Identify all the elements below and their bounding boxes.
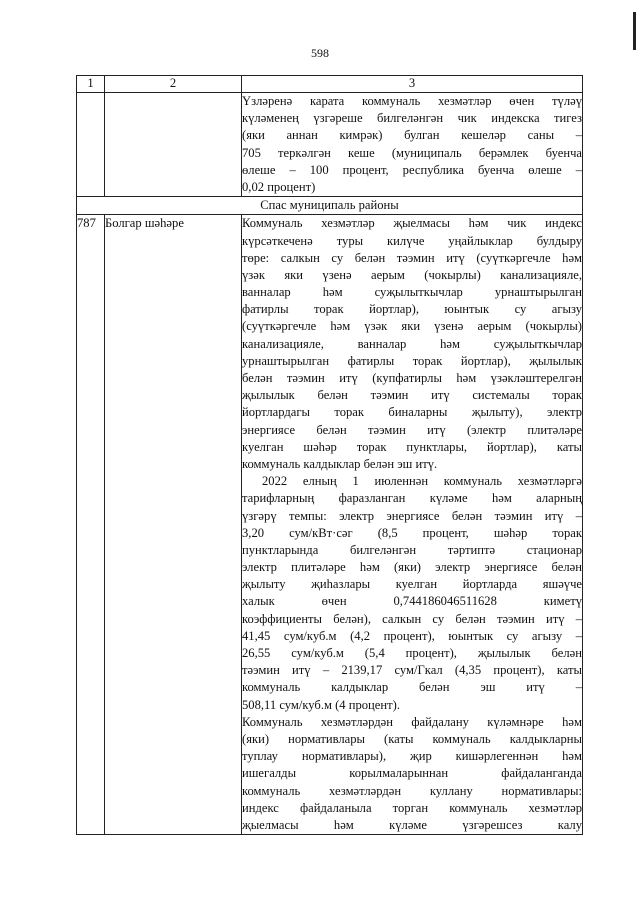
- section-title: Спас муниципаль районы: [77, 197, 583, 215]
- text-line: 3,20 сум/кВт·сәг (8,5 процент, шәһәр торак: [242, 525, 582, 540]
- text-line: 0,02 процент): [242, 179, 316, 194]
- text-line: пунктларында билгеләнгән тәртиптә стационар: [242, 542, 582, 557]
- text-line: күләменең үзгәреше билгеләнгән чик индекска тигез: [242, 111, 582, 126]
- row-number: 787: [77, 215, 105, 835]
- text-line: куелган шәһәр торак пунктлары, йортлар), каты: [242, 439, 582, 454]
- table-row: [77, 215, 583, 835]
- text-line: йортлардагы торак биналарны җылыту), электр: [242, 405, 582, 420]
- text-line: Үзләренә карата коммуналь хезмәтләр өчен түләү: [242, 94, 582, 108]
- text-line: үзгәрү темпы: электр энергиясе белән тәэмин итү –: [242, 508, 582, 523]
- text-line: җылыту җиһазлары куелган йортларда яшәүче: [242, 577, 582, 592]
- text-line: (яки) нормативлары (каты коммуналь калдыкларны: [242, 731, 582, 746]
- text-line: фатирлы торак йортлар), юынтык су агызу: [242, 302, 582, 317]
- header-col-3: 3: [242, 76, 583, 93]
- text-line: туплау нормативлары), җир кишәрлегеннән һәм: [242, 749, 582, 764]
- header-col-2: 2: [105, 76, 242, 93]
- text-line: тәэмин итү – 2139,17 сум/Гкал (4,35 процент), каты: [242, 663, 582, 678]
- text-line: коэффициенты белән), салкын су белән тәэмин итү –: [242, 611, 582, 626]
- text-line: коммуналь калдыклар белән эш итү –: [242, 680, 582, 695]
- tariff-table: [76, 75, 583, 835]
- text-line: җылылык белән тәэмин итү системалы торак: [242, 388, 582, 403]
- text-line: канализацияле, ванналар һәм суҗылыткычлар: [242, 336, 582, 351]
- text-line: Коммуналь хезмәтләр җыелмасы һәм чик индекс: [242, 216, 582, 231]
- text-line: 705 теркәлгән кеше (муниципаль берәмлек буенча: [242, 145, 582, 160]
- section-row: [77, 197, 583, 215]
- continuation-row: [77, 93, 583, 197]
- text-line: урнаштырылган фатирлы торак йортлар), җылылык: [242, 353, 582, 368]
- table-header-row: [77, 76, 583, 93]
- text-line: 41,45 сум/куб.м (4,2 процент), юынтык су агызу –: [242, 628, 582, 643]
- text-line: өлеше – 100 процент, республика буенча өлеше –: [242, 162, 582, 177]
- text-line: индекс файдаланыла торган коммуналь хезмәтләр: [242, 800, 582, 815]
- text-line: ванналар һәм суҗылыткычлар урнаштырылган: [242, 285, 582, 300]
- text-line: 2022 елның 1 июленнән коммуналь хезмәтләргә: [262, 474, 582, 489]
- continuation-text-cell: [242, 93, 583, 197]
- header-col-1: 1: [77, 76, 105, 93]
- text-line: коммуналь калдыклар белән эш итү.: [242, 456, 438, 471]
- text-line: ишегалды корылмаларыннан файдаланганда: [242, 766, 582, 781]
- text-line: Коммуналь хезмәтләрдән файдалану күләмнәре һәм: [242, 714, 582, 729]
- text-line: энергиясе белән тәэмин итү (электр плитәләре: [242, 422, 582, 437]
- page-number: 598: [311, 46, 329, 60]
- text-line: коммуналь хезмәтләрдән куллану нормативлары:: [242, 783, 582, 798]
- row-content: [242, 215, 583, 835]
- scan-edge-mark: [633, 12, 636, 50]
- text-line: (яки аннан кимрәк) булган кешеләр саны –: [242, 128, 582, 143]
- text-line: электр плитәләре һәм (яки) электр энергиясе белән: [242, 560, 582, 575]
- row-name: Болгар шәһәре: [105, 215, 242, 835]
- text-line: 26,55 сум/куб.м (5,4 процент), җылылык белән: [242, 646, 582, 661]
- text-line: төре: салкын су белән тәэмин итү (суүткәргечле һәм: [242, 250, 582, 265]
- text-line: халык өчен 0,744186046511628 киметү: [242, 594, 582, 609]
- text-line: (суүткәргечле һәм үзәк яки үзенә аерым (чокырлы): [242, 319, 582, 334]
- text-line: җыелмасы һәм күләме үзгәрешсез калу: [242, 817, 582, 832]
- text-line: 508,11 сум/куб.м (4 процент).: [242, 697, 400, 712]
- continuation-name-cell: [105, 93, 242, 197]
- text-line: үзәк яки үзенә аерым (чокырлы) канализацияле,: [242, 267, 582, 282]
- text-line: белән тәэмин итү (купфатирлы һәм үзәкләштерелгән: [242, 371, 582, 386]
- continuation-number-cell: [77, 93, 105, 197]
- text-line: күрсәткеченә туры килүче уңайлыклар булдыру: [242, 233, 582, 248]
- text-line: тарифларның фаразланган күләме һәм аларның: [242, 491, 582, 506]
